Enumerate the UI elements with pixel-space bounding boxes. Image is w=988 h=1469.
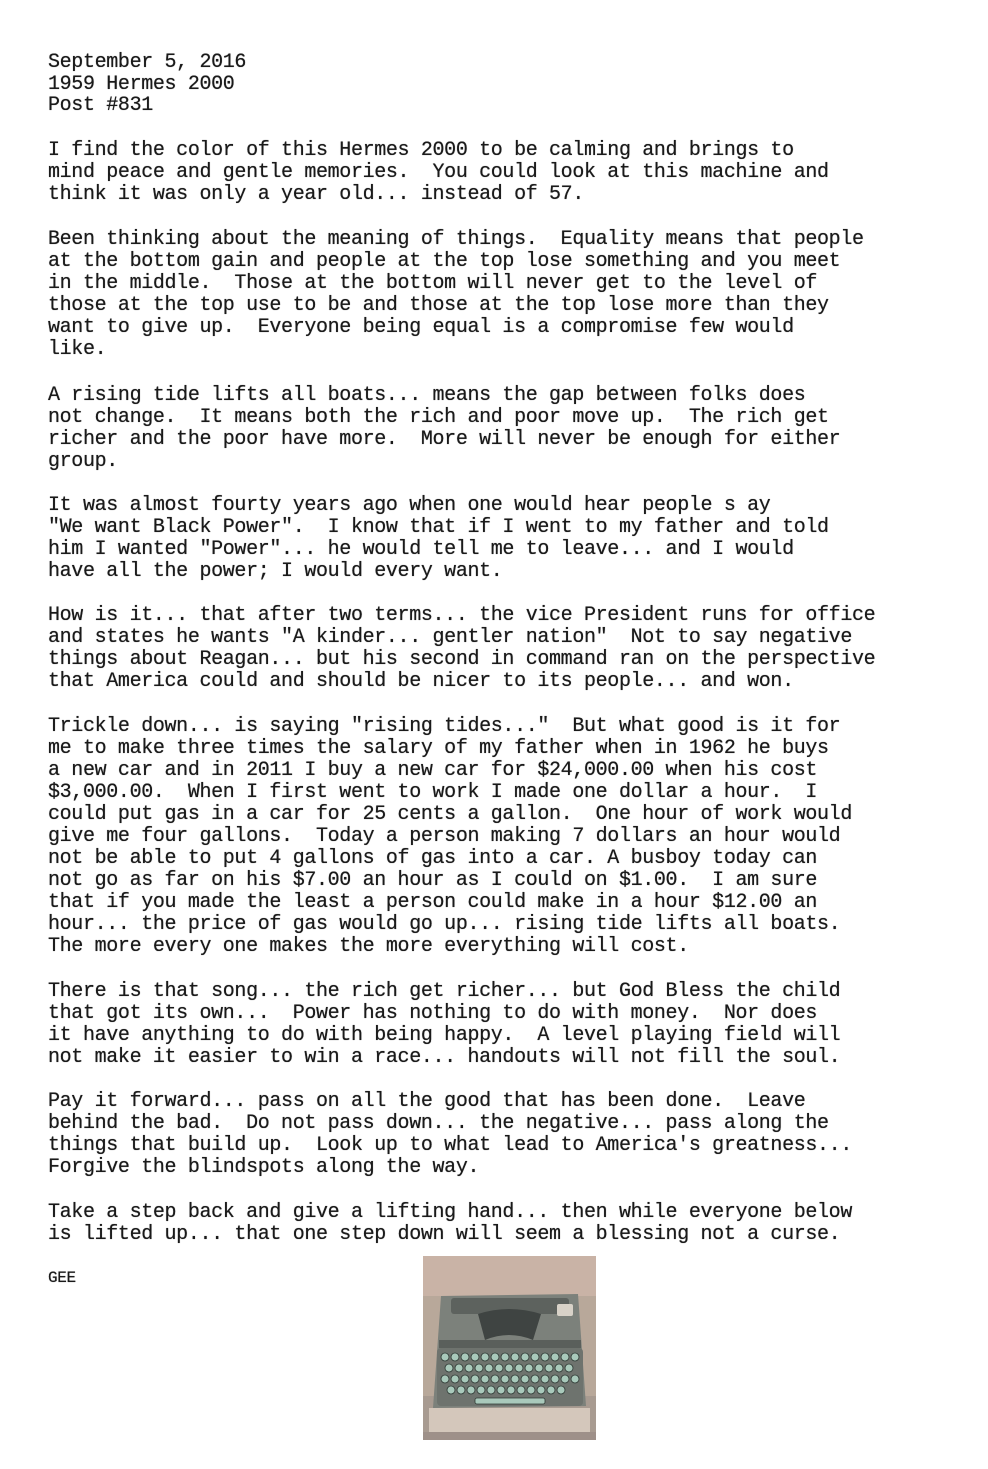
text-line: group. [48,450,118,473]
text-line: and states he wants "A kinder... gentler nation" Not to say negative [48,626,852,649]
text-line: like. [48,338,107,361]
text-line: hour... the price of gas would go up... rising tide lifts all boats. [48,913,841,936]
text-line: have all the power; I would every want. [48,560,503,583]
signature: GEE [48,1269,76,1287]
text-line: Been thinking about the meaning of things. Equality means that people [48,228,864,251]
text-line: give me four gallons. Today a person making 7 dollars an hour would [48,825,841,848]
text-line: think it was only a year old... instead of 57. [48,183,584,206]
text-line: want to give up. Everyone being equal is a compromise few would [48,316,794,339]
text-line: it have anything to do with being happy. A level playing field will [48,1024,841,1047]
text-line: Pay it forward... pass on all the good that has been done. Leave [48,1090,806,1113]
text-line: "We want Black Power". I know that if I went to my father and told [48,516,829,539]
text-line: The more every one makes the more everything will cost. [48,935,689,958]
text-line: behind the bad. Do not pass down... the negative... pass along the [48,1112,829,1135]
text-line: those at the top use to be and those at the top lose more than they [48,294,829,317]
text-line: me to make three times the salary of my father when in 1962 he buys [48,737,829,760]
text-line: Forgive the blindspots along the way. [48,1156,480,1179]
machine-line: 1959 Hermes 2000 [48,73,235,96]
text-line: things about Reagan... but his second in command ran on the perspective [48,648,876,671]
text-line: A rising tide lifts all boats... means the gap between folks does [48,384,806,407]
text-line: could put gas in a car for 25 cents a gallon. One hour of work would [48,803,852,826]
text-line: Trickle down... is saying "rising tides..." But what good is it for [48,715,841,738]
text-line: a new car and in 2011 I buy a new car for $24,000.00 when his cost [48,759,818,782]
post-number-line: Post #831 [48,94,153,117]
text-line: not make it easier to win a race... handouts will not fill the soul. [48,1046,841,1069]
text-line: mind peace and gentle memories. You could look at this machine and [48,161,829,184]
text-line: at the bottom gain and people at the top lose something and you meet [48,250,841,273]
text-line: in the middle. Those at the bottom will never get to the level of [48,272,818,295]
text-line: that if you made the least a person could make in a hour $12.00 an [48,891,818,914]
text-line: richer and the poor have more. More will never be enough for either [48,428,841,451]
text-line: $3,000.00. When I first went to work I made one dollar a hour. I [48,781,818,804]
text-line: things that build up. Look up to what lead to America's greatness... [48,1134,852,1157]
text-line: not be able to put 4 gallons of gas into a car. A busboy today can [48,847,818,870]
text-line: There is that song... the rich get richer... but God Bless the child [48,980,841,1003]
typewriter-photo [423,1256,596,1440]
text-line: that got its own... Power has nothing to do with money. Nor does [48,1002,818,1025]
text-line: is lifted up... that one step down will seem a blessing not a curse. [48,1223,841,1246]
text-line: that America could and should be nicer to its people... and won. [48,670,794,693]
date-line: September 5, 2016 [48,51,247,74]
text-line: Take a step back and give a lifting hand... then while everyone below [48,1201,852,1224]
text-line: I find the color of this Hermes 2000 to be calming and brings to [48,139,794,162]
text-line: How is it... that after two terms... the vice President runs for office [48,604,876,627]
text-line: not change. It means both the rich and poor move up. The rich get [48,406,829,429]
text-line: him I wanted "Power"... he would tell me to leave... and I would [48,538,794,561]
text-line: not go as far on his $7.00 an hour as I could on $1.00. I am sure [48,869,818,892]
text-line: It was almost fourty years ago when one would hear people s ay [48,494,771,517]
